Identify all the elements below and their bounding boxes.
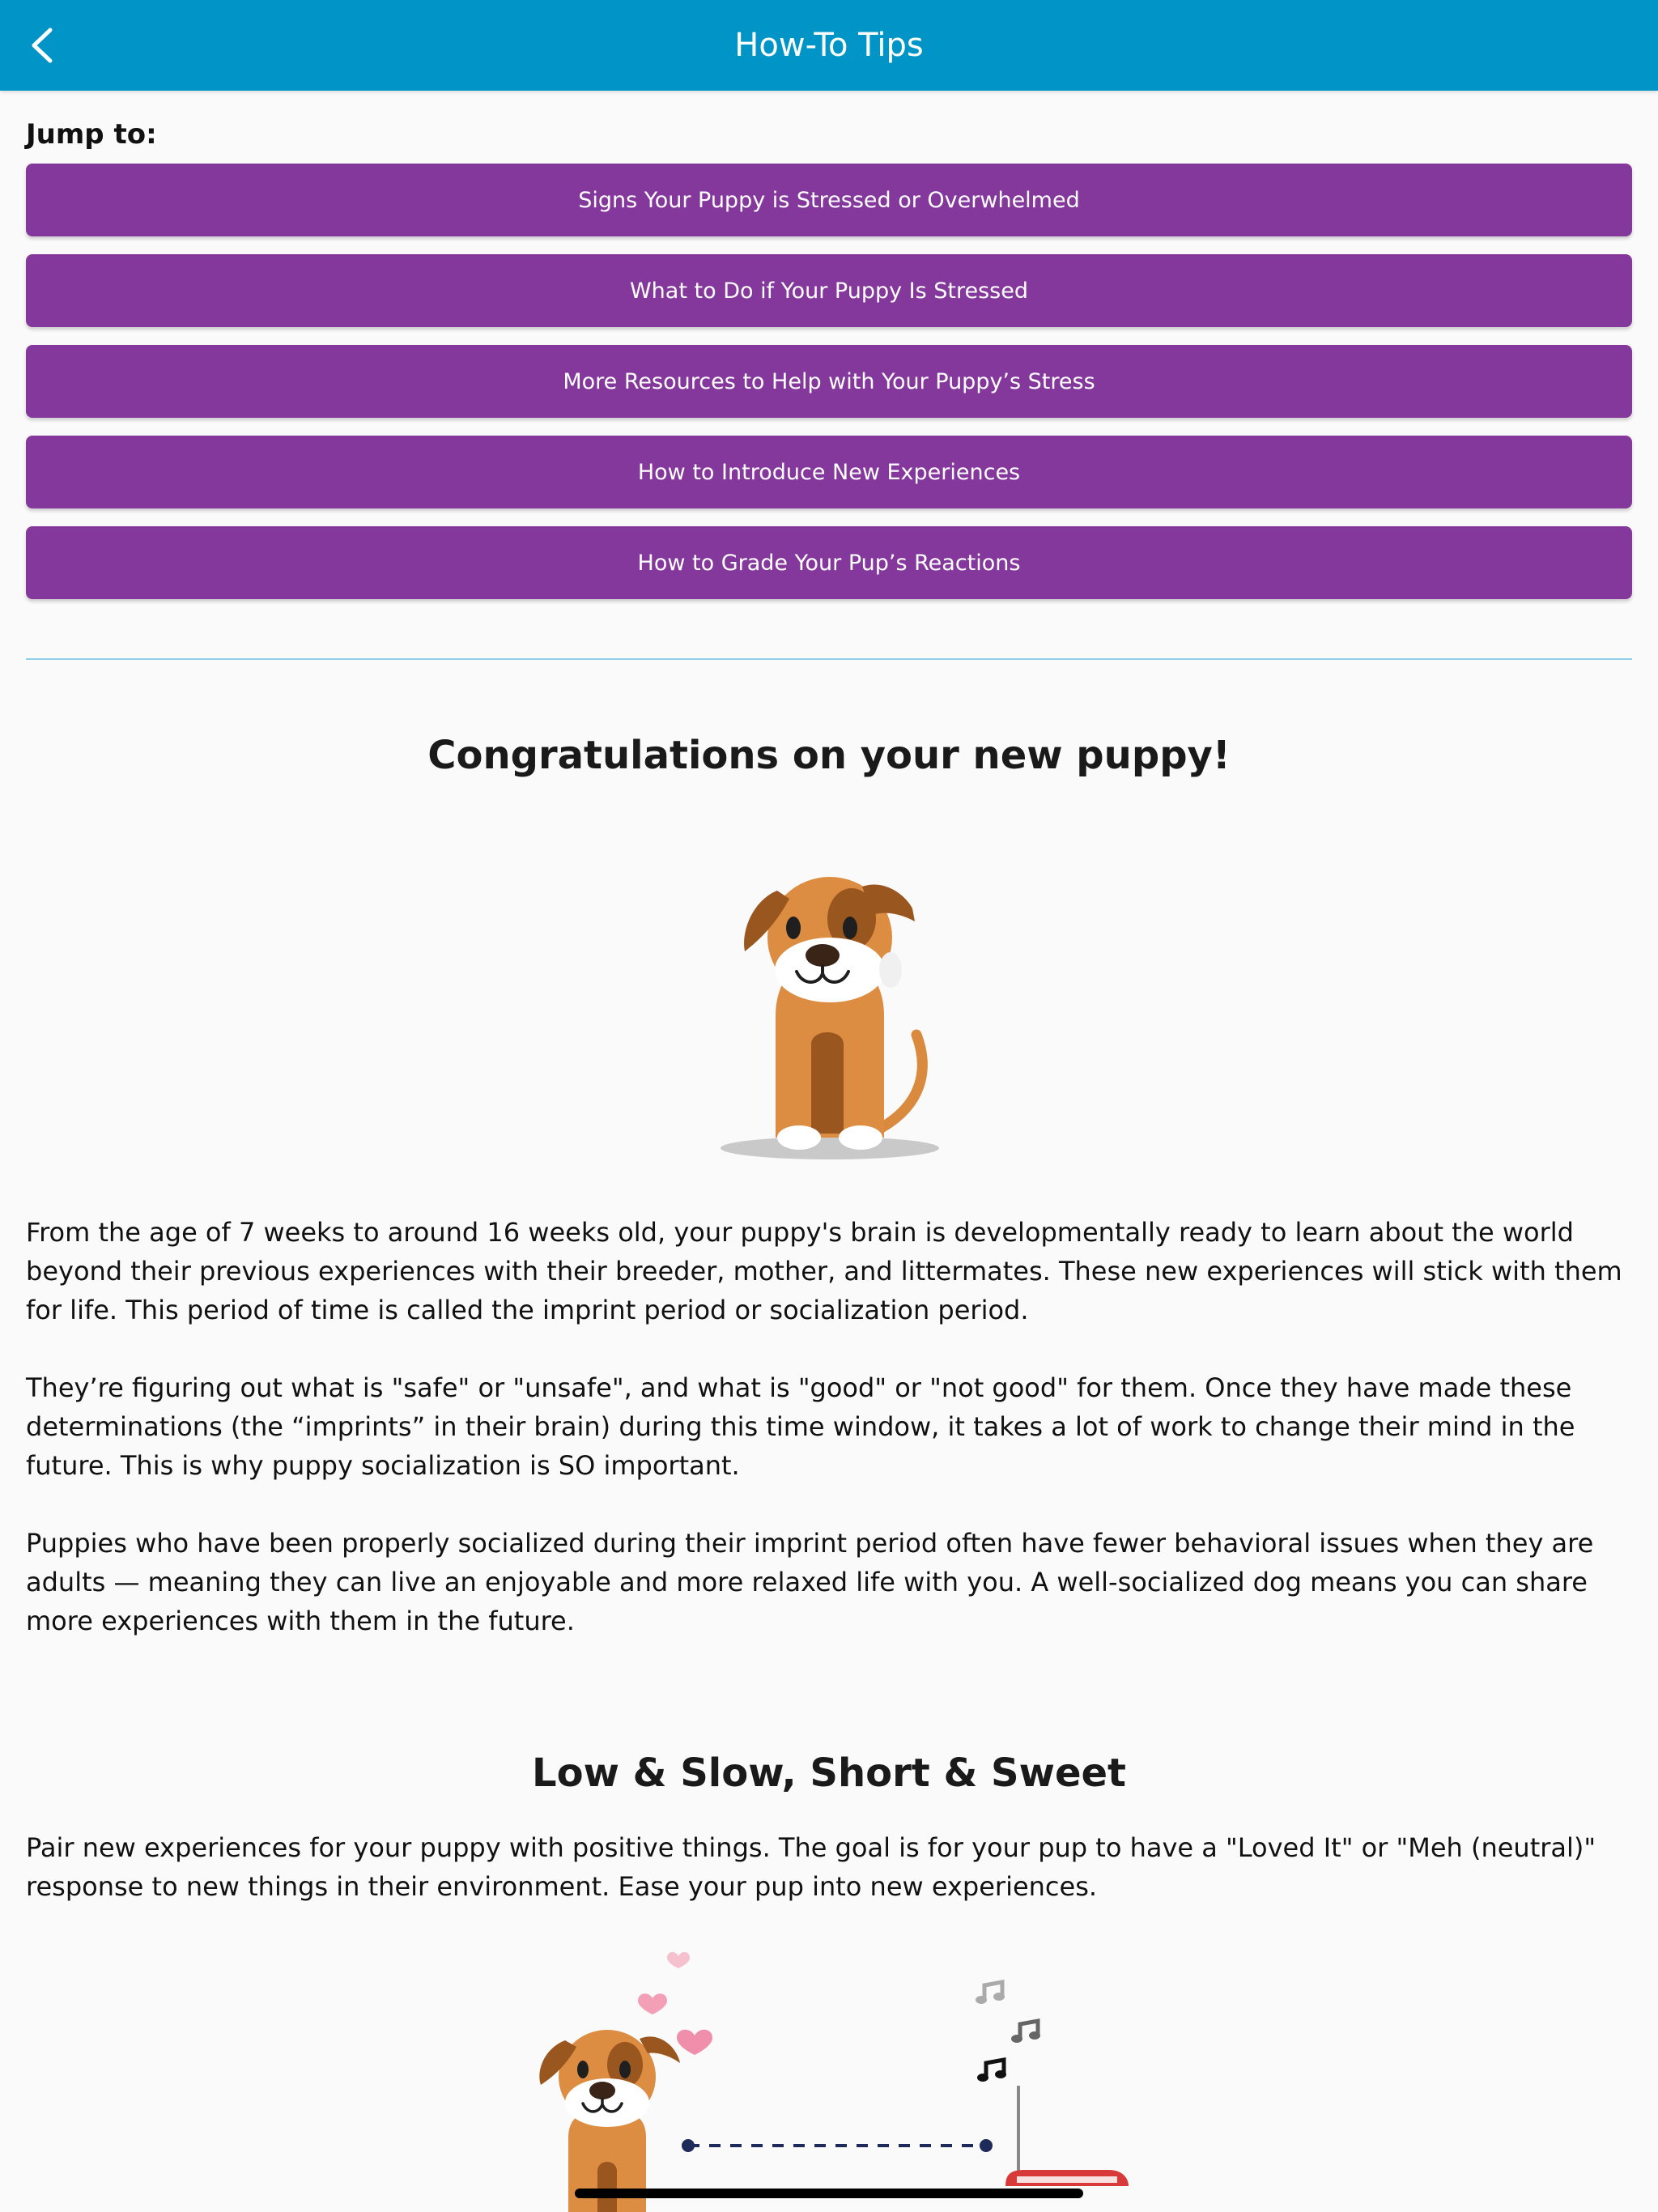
top-app-bar — [0, 0, 1658, 91]
jump-to-label: Jump to: — [26, 118, 157, 151]
page-title: How-To Tips — [734, 27, 924, 64]
jump-button-more-resources[interactable]: More Resources to Help with Your Puppy’s Stress — [26, 345, 1632, 418]
low-slow-paragraph: Pair new experiences for your puppy with positive things. The goal is for your pup to have a "Loved It" or "Meh (neutral)" response to new things in their environment. Ease your pup into new experiences. — [26, 1832, 1596, 1902]
jump-button-introduce-experiences[interactable]: How to Introduce New Experiences — [26, 436, 1632, 508]
intro-paragraph-2: They’re figuring out what is "safe" or "unsafe", and what is "good" or "not good" for them. Once they have made these determinations (the “imprints” in their brain) during this time window, it takes a lot of work to change their mind in the future. This is why puppy socialization is SO important. — [26, 1372, 1575, 1481]
sitting-puppy-illustration — [712, 850, 947, 1166]
low-slow-heading: Low & Slow, Short & Sweet — [532, 1750, 1126, 1796]
home-indicator[interactable] — [575, 2189, 1083, 2198]
puppy-distance-radio-illustration — [526, 1943, 1133, 2212]
jump-to-list — [26, 164, 1632, 617]
intro-paragraph-1: From the age of 7 weeks to around 16 weeks old, your puppy's brain is developmentally ready to learn about the world beyond their previous experiences with their breeder, mother, and littermates. These new experiences will stick with them for life. This period of time is called the imprint period or socialization period. — [26, 1217, 1622, 1325]
intro-paragraph-3: Puppies who have been properly socialized during their imprint period often have fewer behavioral issues when they are adults — meaning they can live an enjoyable and more relaxed life with you. A well-socialized dog means you can share more experiences with them in the future. — [26, 1528, 1594, 1636]
congratulations-heading: Congratulations on your new puppy! — [427, 733, 1231, 778]
jump-button-stress-signs[interactable]: Signs Your Puppy is Stressed or Overwhelmed — [26, 164, 1632, 236]
section-divider — [26, 658, 1632, 660]
jump-button-grade-reactions[interactable]: How to Grade Your Pup’s Reactions — [26, 526, 1632, 599]
music-note-icon — [976, 1982, 1040, 2082]
jump-button-what-to-do[interactable]: What to Do if Your Puppy Is Stressed — [26, 254, 1632, 327]
